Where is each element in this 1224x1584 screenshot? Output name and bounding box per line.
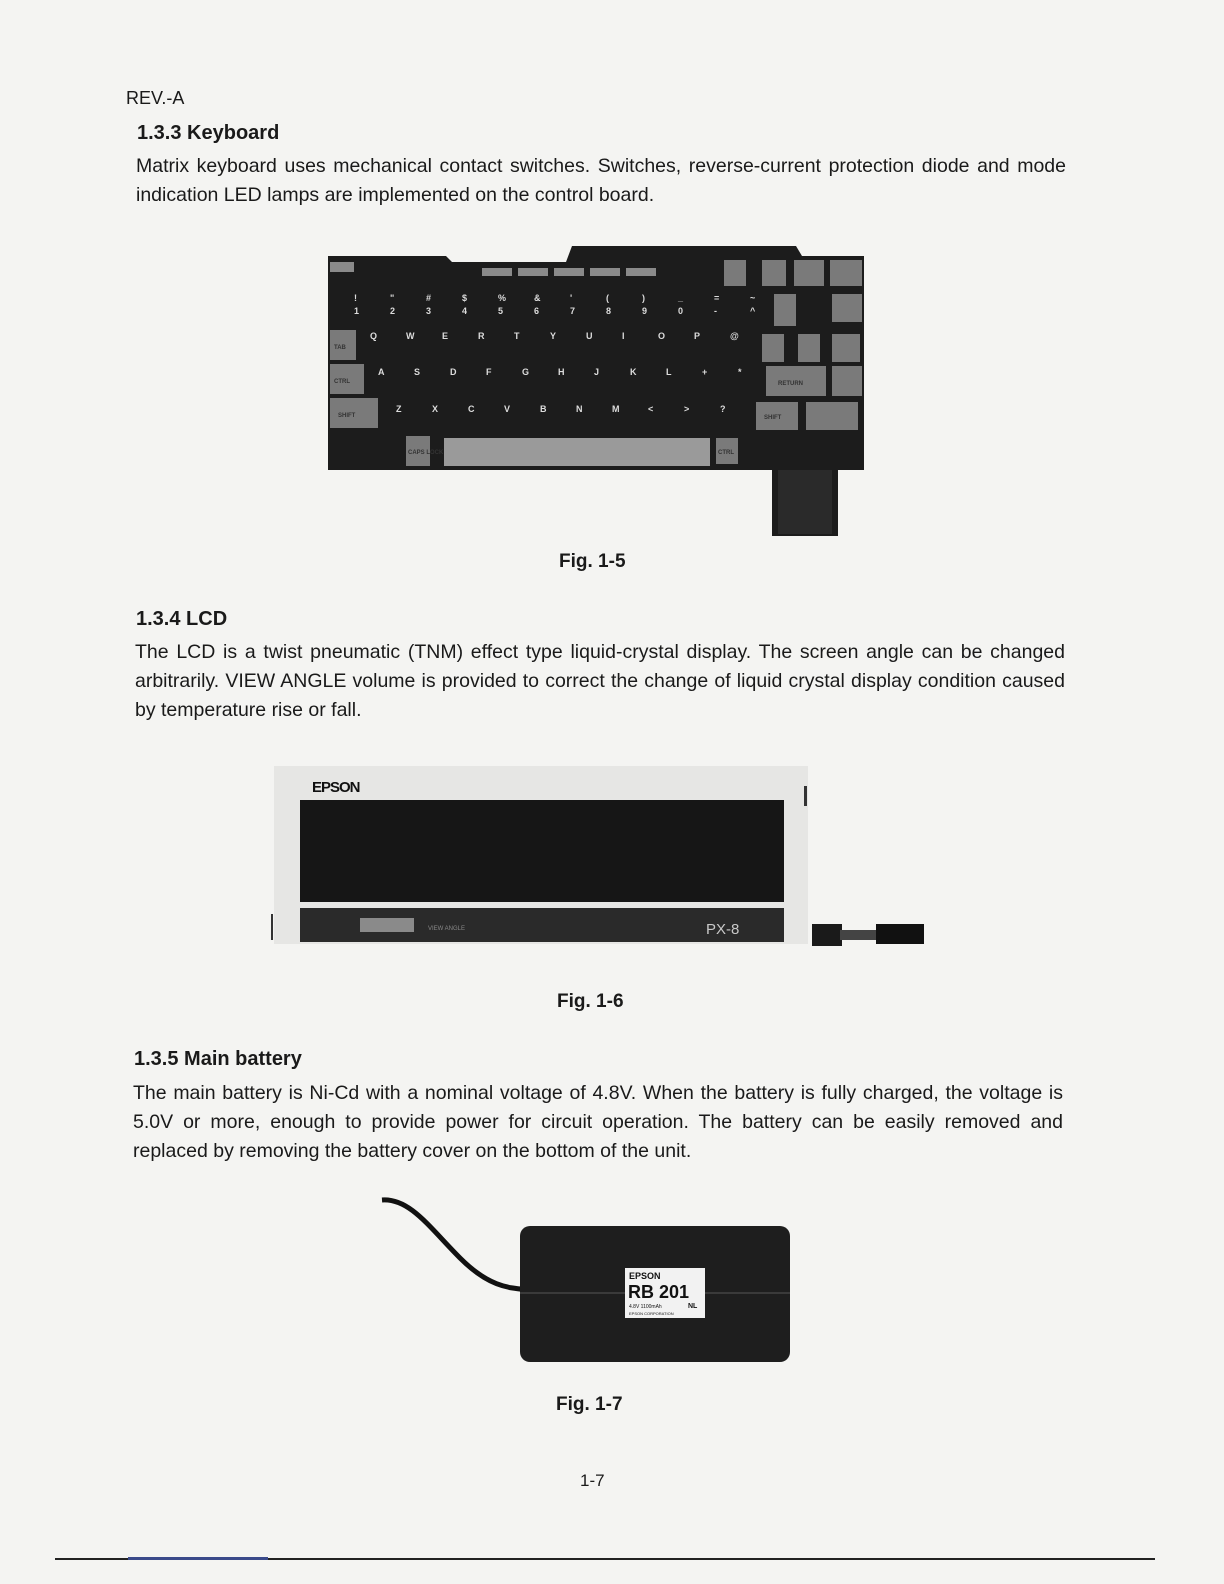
keyboard-key-legend: & (534, 293, 541, 303)
keyboard-key-legend: Z (396, 404, 402, 414)
keyboard-key-legend: % (498, 293, 507, 303)
keyboard-key-legend: S (414, 367, 421, 377)
key-ctrl2-label: CTRL (718, 450, 734, 456)
keyboard-key-legend: ( (606, 293, 609, 303)
keyboard-key-legend: < (648, 404, 654, 414)
keyboard-figure (326, 242, 866, 538)
keyboard-key-legend: * (738, 367, 742, 377)
keyboard-key-legend: 4 (462, 306, 468, 316)
section-body-battery: The main battery is Ni-Cd with a nominal voltage of 4.8V. When the battery is fully charged, the voltage is 5.0V or more, enough to provide power for circuit operation. The battery can be easily removed and replaced by removing the battery cover on the bottom of the unit. (133, 1082, 1063, 1162)
key-ctrl-label: CTRL (334, 379, 350, 385)
keyboard-key-legend: - (714, 306, 717, 316)
keyboard-key-legend: _ (678, 293, 684, 303)
keyboard-key-legend: ' (570, 293, 573, 303)
keyboard-key-legend: D (450, 367, 457, 377)
section-heading-battery: 1.3.5 Main battery (134, 1048, 302, 1070)
section-heading-lcd: 1.3.4 LCD (136, 608, 228, 630)
keyboard-key-legend: T (514, 331, 520, 341)
revision-label: REV.-A (126, 88, 185, 108)
keyboard-key-legend: 8 (606, 306, 612, 316)
battery-figure (370, 1188, 800, 1366)
keyboard-key-legend: C (468, 404, 475, 414)
footer-rule-accent (128, 1557, 268, 1560)
keyboard-key-legend: L (666, 367, 672, 377)
section-heading-keyboard: 1.3.3 Keyboard (137, 122, 280, 144)
keyboard-key-legend: N (576, 404, 583, 414)
battery-mark: NL (688, 1303, 698, 1310)
keyboard-key-legend: K (630, 367, 637, 377)
key-shift2-label: SHIFT (764, 415, 782, 421)
keyboard-key-legend: 6 (534, 306, 540, 316)
figure-caption-1-6: Fig. 1-6 (557, 991, 624, 1012)
keyboard-key-legend: A (378, 367, 385, 377)
lcd-figure (270, 764, 930, 960)
key-tab-label: TAB (334, 345, 346, 351)
keyboard-key-legend: E (442, 331, 449, 341)
keyboard-key-legend: V (504, 404, 511, 414)
battery-model: RB 201 (628, 1282, 690, 1302)
keyboard-key-legend: 9 (642, 306, 648, 316)
keyboard-key-legend: 2 (390, 306, 396, 316)
keyboard-key-legend: ! (354, 293, 357, 303)
keyboard-key-legend: $ (462, 293, 468, 303)
battery-rating: 4.8V 1100mAh (629, 1304, 662, 1310)
keyboard-key-legend: 5 (498, 306, 504, 316)
keyboard-key-legend: R (478, 331, 485, 341)
keyboard-key-legend: W (406, 331, 415, 341)
keyboard-key-legend: > (684, 404, 690, 414)
keyboard-key-legend: Y (550, 331, 557, 341)
keyboard-key-legend: ~ (750, 293, 756, 303)
section-body-keyboard: Matrix keyboard uses mechanical contact switches. Switches, reverse-current protection diode and mode indication LED lamps are implemented on the control board. (136, 155, 1066, 206)
battery-maker: EPSON CORPORATION (629, 1311, 674, 1316)
figure-caption-1-7: Fig. 1-7 (556, 1394, 623, 1415)
keyboard-key-legend: G (522, 367, 530, 377)
keyboard-key-legend: X (432, 404, 439, 414)
keyboard-key-legend: O (658, 331, 666, 341)
page-number: 1-7 (580, 1471, 605, 1490)
key-shift-label: SHIFT (338, 413, 356, 419)
keyboard-key-legend: ) (642, 293, 645, 303)
keyboard-key-legend: P (694, 331, 701, 341)
keyboard-key-legend: H (558, 367, 565, 377)
section-body-lcd: The LCD is a twist pneumatic (TNM) effect type liquid-crystal display. The screen angle can be changed arbitrarily. VIEW ANGLE volume is provided to correct the change of liquid crystal display condition caused by temperature rise or fall. (135, 641, 1065, 721)
keyboard-key-legend: 7 (570, 306, 576, 316)
keyboard-key-legend: M (612, 404, 620, 414)
keyboard-key-legend: U (586, 331, 593, 341)
keyboard-key-legend: F (486, 367, 492, 377)
keyboard-key-legend: I (622, 331, 625, 341)
keyboard-key-legend: 0 (678, 306, 684, 316)
lcd-brand-logo: EPSON (312, 779, 360, 796)
keyboard-key-legend: Q (370, 331, 378, 341)
lcd-knob-label: VIEW ANGLE (428, 926, 466, 932)
keyboard-key-legend: @ (730, 331, 739, 341)
lcd-model-label: PX-8 (706, 921, 740, 938)
keyboard-key-legend: + (702, 367, 708, 377)
keyboard-key-legend: ^ (750, 306, 756, 316)
keyboard-key-legend: ? (720, 404, 726, 414)
battery-brand: EPSON (629, 1271, 661, 1281)
keyboard-key-legend: B (540, 404, 547, 414)
figure-caption-1-5: Fig. 1-5 (559, 551, 626, 572)
keyboard-key-legend: = (714, 293, 720, 303)
key-return-label: RETURN (778, 381, 803, 387)
keyboard-key-legend: 1 (354, 306, 360, 316)
key-caps-label: CAPS LOCK (408, 450, 444, 456)
keyboard-key-legend: 3 (426, 306, 432, 316)
keyboard-key-legend: J (594, 367, 600, 377)
keyboard-key-legend: # (426, 293, 432, 303)
keyboard-key-legend: " (390, 293, 395, 303)
